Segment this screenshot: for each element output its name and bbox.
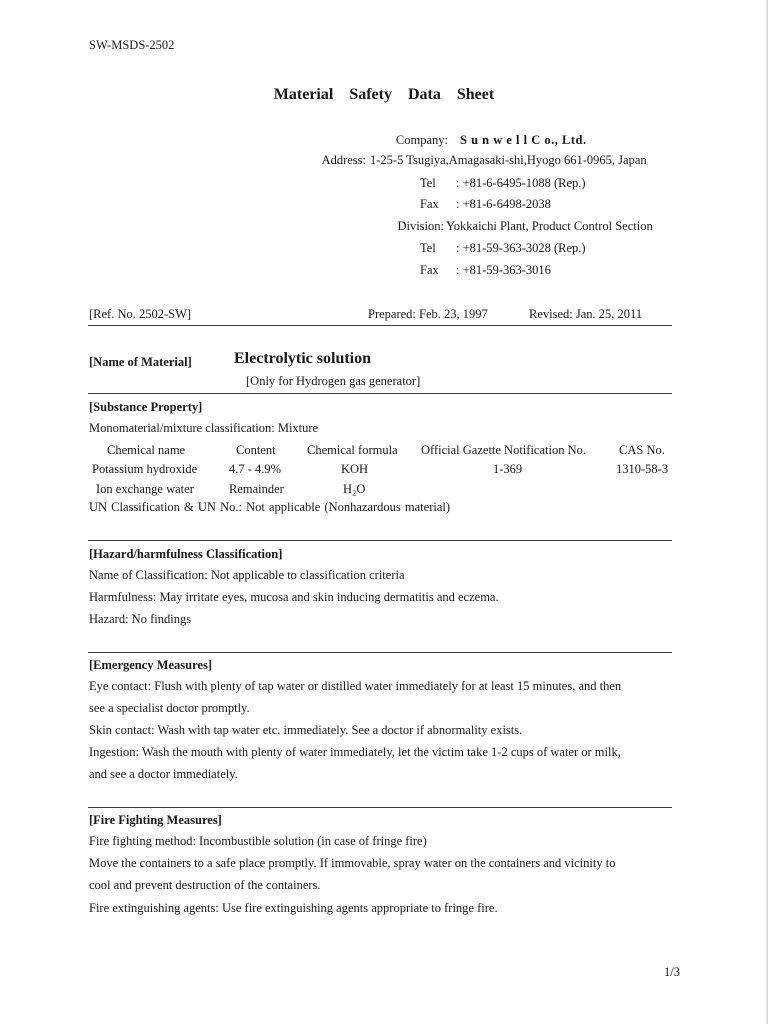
col-header: Chemical name	[107, 443, 186, 457]
hazard-divider	[88, 652, 672, 653]
division-tel-label: Tel	[420, 241, 436, 255]
division-label: Division:	[397, 219, 444, 233]
un-classification: UN Classification & UN No.: Not applicable (Nonhazardous material)	[89, 500, 451, 514]
table-cell: KOH	[341, 462, 369, 476]
page-title: Material Safety Data Sheet	[273, 86, 495, 103]
address-value: 1-25-5 Tsugiya,Amagasaki-shi,Hyogo 661-0965, Japan	[370, 153, 647, 167]
table-cell: 1310-58-3	[616, 462, 669, 476]
tel-value: : +81-6-6495-1088 (Rep.)	[456, 176, 586, 190]
fire-line: Fire extinguishing agents: Use fire extinguishing agents appropriate to fringe fire.	[89, 901, 498, 915]
tel-label: Tel	[420, 176, 436, 190]
col-header: Chemical formula	[307, 443, 398, 457]
division-tel-value: : +81-59-363-3028 (Rep.)	[456, 241, 586, 255]
hazard-line: Name of Classification: Not applicable to classification criteria	[89, 568, 405, 582]
material-divider	[88, 393, 672, 394]
emergency-line: Skin contact: Wash with tap water etc. immediately. See a doctor if abnormality exists.	[89, 723, 523, 737]
division-fax-label: Fax	[420, 263, 439, 277]
ref-divider	[88, 325, 672, 326]
mixture-classification: Monomaterial/mixture classification: Mixture	[89, 421, 319, 435]
prepared-date: Prepared: Feb. 23, 1997	[368, 307, 488, 321]
fire-line: Fire fighting method: Incombustible solution (in case of fringe fire)	[89, 834, 427, 848]
hazard-line: Hazard: No findings	[89, 612, 192, 626]
fire-heading: [Fire Fighting Measures]	[89, 813, 222, 827]
fire-line: cool and prevent destruction of the containers.	[89, 878, 321, 892]
table-cell: H₂O	[343, 482, 366, 496]
substance-heading: [Substance Property]	[89, 400, 203, 414]
hazard-line: Harmfulness: May irritate eyes, mucosa and skin inducing dermatitis and eczema.	[89, 590, 499, 604]
col-header: Official Gazette Notification No.	[421, 443, 586, 457]
col-header: CAS No.	[619, 443, 665, 457]
emergency-divider	[88, 807, 672, 808]
division-value: Yokkaichi Plant, Product Control Section	[446, 219, 653, 233]
substance-divider	[88, 540, 672, 541]
emergency-line: Ingestion: Wash the mouth with plenty of water immediately, let the victim take 1-2 cups of water or milk,	[89, 745, 621, 759]
col-header: Content	[236, 443, 276, 457]
material-note: [Only for Hydrogen gas generator]	[246, 374, 421, 388]
division-fax-value: : +81-59-363-3016	[456, 263, 551, 277]
table-cell: Ion exchange water	[96, 482, 194, 496]
emergency-line: and see a doctor immediately.	[89, 767, 238, 781]
company-name: S u n w e l l C o., Ltd.	[460, 133, 587, 147]
ref-number: [Ref. No. 2502-SW]	[89, 307, 192, 321]
document-code: SW-MSDS-2502	[89, 38, 175, 52]
table-cell: Remainder	[229, 482, 284, 496]
company-label: Company:	[395, 133, 448, 147]
hazard-heading: [Hazard/harmfulness Classification]	[89, 547, 283, 561]
material-label: [Name of Material]	[89, 355, 192, 369]
revised-date: Revised: Jan. 25, 2011	[529, 307, 643, 321]
fax-label: Fax	[420, 197, 439, 211]
emergency-line: see a specialist doctor promptly.	[89, 701, 250, 715]
address-label: Address:	[321, 153, 366, 167]
page-number: 1/3	[664, 965, 680, 979]
table-cell: Potassium hydroxide	[92, 462, 198, 476]
table-cell: 4.7 - 4.9%	[229, 462, 282, 476]
emergency-line: Eye contact: Flush with plenty of tap water or distilled water immediately for at least 15 minutes, and then	[89, 679, 622, 693]
material-name: Electrolytic solution	[234, 350, 372, 367]
fax-value: : +81-6-6498-2038	[456, 197, 551, 211]
emergency-heading: [Emergency Measures]	[89, 658, 212, 672]
fire-line: Move the containers to a safe place promptly. If immovable, spray water on the containers and vicinity to	[89, 856, 616, 870]
table-cell: 1-369	[493, 462, 523, 476]
